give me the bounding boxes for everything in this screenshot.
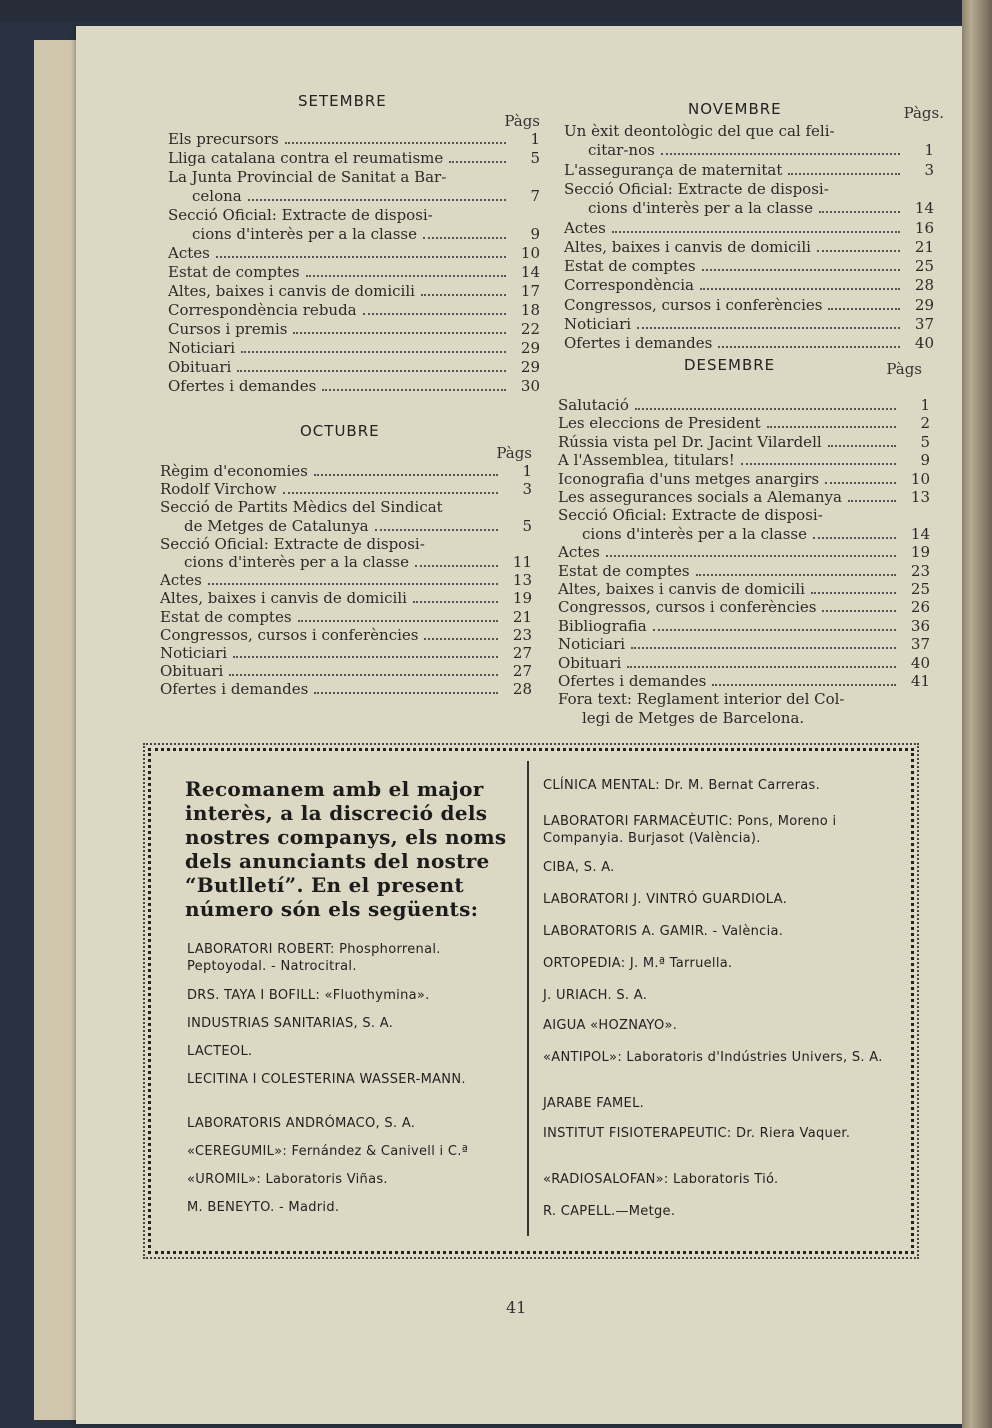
entry-title: L'assegurança de maternitat <box>564 160 783 179</box>
entry-page: 28 <box>914 276 934 295</box>
section-title: SETEMBRE <box>298 92 387 110</box>
index-entry <box>168 339 540 357</box>
entry-page: 27 <box>512 644 532 662</box>
entry-title: Règim d'economies <box>160 462 308 480</box>
index-entry <box>168 225 540 243</box>
leader-dots <box>423 237 506 239</box>
leader-dots <box>421 294 506 296</box>
leader-dots <box>817 250 900 252</box>
advertiser-item: LABORATORI FARMACÈUTIC: Pons, Moreno i Companyia. Burjasot (València). <box>543 814 837 846</box>
advertiser-item: DRS. TAYA I BOFILL: «Fluothymina». <box>187 988 430 1003</box>
index-entry <box>160 589 532 607</box>
entry-page: 1 <box>920 396 930 414</box>
entry-title: Ofertes i demandes <box>558 672 707 690</box>
index-entry <box>160 644 532 662</box>
leader-dots <box>825 482 896 484</box>
entry-title: Iconografia d'uns metges anargirs <box>558 469 820 488</box>
pags-label: Pàgs <box>496 444 532 462</box>
scan-background-top <box>0 0 992 22</box>
index-entry <box>168 377 540 395</box>
leader-dots <box>314 692 498 694</box>
entry-title: Estat de comptes <box>168 263 300 281</box>
advertiser-item: INDUSTRIAS SANITARIAS, S. A. <box>187 1016 394 1031</box>
leader-dots <box>298 620 498 622</box>
entry-title: Ofertes i demandes <box>564 334 713 353</box>
leader-dots <box>788 173 900 175</box>
index-entry <box>564 257 934 275</box>
entry-page: 19 <box>910 543 930 562</box>
column-divider <box>527 761 529 1236</box>
entry-page: 5 <box>530 149 540 167</box>
entry-title: Altes, baixes i canvis de domicili <box>160 589 407 608</box>
entry-title: Altes, baixes i canvis de domicili <box>564 237 811 256</box>
entry-title: Secció Oficial: Extracte de disposi- <box>564 179 829 198</box>
entry-title: Congressos, cursos i conferències <box>160 625 419 644</box>
pags-label: Pàgs <box>886 360 922 378</box>
entry-page: 9 <box>530 225 540 243</box>
advertisers-intro: Recomanem amb el major interès, a la discreció dels nostres companys, els noms dels anunciants del nostre “Butlletí”. En el present número són els següents: <box>185 777 507 921</box>
leader-dots <box>848 500 896 502</box>
entry-page: 30 <box>520 377 540 395</box>
entry-page: 41 <box>910 672 930 690</box>
entry-title: Cursos i premis <box>168 320 288 338</box>
entry-page: 1 <box>530 130 540 148</box>
leader-dots <box>813 537 896 539</box>
entry-page: 18 <box>520 301 540 319</box>
entry-title: Obituari <box>160 662 224 681</box>
index-entry <box>160 480 532 498</box>
entry-title: Fora text: Reglament interior del Col- <box>558 690 845 709</box>
entry-title: Actes <box>160 571 202 590</box>
entry-title: Les eleccions de President <box>558 414 761 433</box>
leader-dots <box>612 231 900 233</box>
entry-page: 3 <box>522 480 532 499</box>
leader-dots <box>449 161 506 163</box>
leader-dots <box>819 211 900 213</box>
entry-title: Lliga catalana contra el reumatisme <box>168 149 444 167</box>
advertiser-item: CLÍNICA MENTAL: Dr. M. Bernat Carreras. <box>543 778 821 793</box>
index-entry <box>558 672 930 690</box>
pags-label: Pàgs. <box>903 104 944 122</box>
leader-dots <box>635 408 896 410</box>
advertiser-item: LECITINA I COLESTERINA WASSER-MANN. <box>187 1072 466 1087</box>
entry-page: 40 <box>914 334 934 353</box>
entry-page: 29 <box>520 339 540 357</box>
index-entry <box>558 525 930 543</box>
entry-title: Actes <box>168 244 210 262</box>
entry-title-continued: citar-nos <box>588 141 655 160</box>
leader-dots <box>293 332 506 334</box>
page-number: 41 <box>506 1298 527 1317</box>
entry-title: Estat de comptes <box>160 607 292 626</box>
entry-page: 29 <box>520 358 540 376</box>
entry-title: Congressos, cursos i conferències <box>564 295 823 314</box>
index-entry <box>168 320 540 338</box>
entry-title: Salutació <box>558 396 629 414</box>
entry-title: Secció Oficial: Extracte de disposi- <box>160 534 425 553</box>
advertiser-item: JARABE FAMEL. <box>543 1096 645 1111</box>
entry-page: 5 <box>522 516 532 535</box>
entry-page: 11 <box>512 553 532 571</box>
entry-title: Correspondència rebuda <box>168 301 357 319</box>
index-entry <box>168 282 540 300</box>
entry-page: 10 <box>520 244 540 262</box>
section-title: NOVEMBRE <box>688 100 782 118</box>
entry-title: Obituari <box>168 358 232 376</box>
advertiser-item: LABORATORIS ANDRÓMACO, S. A. <box>187 1116 416 1131</box>
entry-title: Noticiari <box>168 339 236 357</box>
entry-page: 36 <box>910 616 930 635</box>
leader-dots <box>237 370 506 372</box>
leader-dots <box>700 288 900 290</box>
leader-dots <box>375 529 498 531</box>
index-entry <box>558 709 930 727</box>
leader-dots <box>424 638 498 640</box>
leader-dots <box>828 445 896 447</box>
index-entry <box>564 315 934 333</box>
entry-page: 28 <box>512 680 532 699</box>
entry-title-continued: celona <box>192 187 242 205</box>
entry-page: 14 <box>910 524 930 543</box>
entry-title: Rússia vista pel Dr. Jacint Vilardell <box>558 432 822 451</box>
entry-page: 9 <box>920 451 930 470</box>
leader-dots <box>767 426 896 428</box>
advertiser-item: M. BENEYTO. - Madrid. <box>187 1200 340 1215</box>
entry-title: Rodolf Virchow <box>160 480 277 499</box>
advertiser-item: INSTITUT FISIOTERAPEUTIC: Dr. Riera Vaquer. <box>543 1126 851 1141</box>
index-entry <box>168 358 540 376</box>
leader-dots <box>718 346 900 348</box>
entry-page: 40 <box>910 653 930 672</box>
index-entry <box>558 580 930 598</box>
advertiser-item: LABORATORIS A. GAMIR. - València. <box>543 924 784 939</box>
advertiser-item: LABORATORI ROBERT: Phosphorrenal. Peptoyodal. - Natrocitral. <box>187 942 441 974</box>
index-entry <box>564 199 934 217</box>
index-entry <box>564 219 934 237</box>
index-entry <box>168 149 540 167</box>
index-novembre <box>564 100 944 353</box>
advertiser-item: LABORATORI J. VINTRÓ GUARDIOLA. <box>543 892 788 907</box>
leader-dots <box>828 308 900 310</box>
leader-dots <box>653 629 896 631</box>
entry-page: 17 <box>520 282 540 300</box>
entry-page: 1 <box>522 462 532 480</box>
section-title: DESEMBRE <box>684 356 776 374</box>
entry-title: Correspondència <box>564 276 694 295</box>
leader-dots <box>229 674 498 676</box>
entry-title: Ofertes i demandes <box>168 377 317 395</box>
entry-title: Estat de comptes <box>558 561 690 580</box>
advertiser-item: CIBA, S. A. <box>543 860 615 875</box>
entry-title-continued: de Metges de Catalunya <box>184 516 369 535</box>
leader-dots <box>741 463 896 465</box>
leader-dots <box>314 474 498 476</box>
index-entry <box>160 571 532 589</box>
entry-page: 29 <box>914 295 934 314</box>
leader-dots <box>248 199 506 201</box>
advertiser-item: «CEREGUMIL»: Fernández & Canivell i C.ª <box>187 1144 469 1159</box>
index-entry <box>558 433 930 451</box>
index-desembre <box>558 356 930 727</box>
index-entry <box>168 263 540 281</box>
entry-page: 21 <box>914 237 934 256</box>
leader-dots <box>413 601 498 603</box>
entry-title: Altes, baixes i canvis de domicili <box>168 282 415 300</box>
leader-dots <box>696 574 896 576</box>
index-entry <box>558 562 930 580</box>
index-entry <box>564 276 934 294</box>
leader-dots <box>631 647 896 649</box>
index-entry <box>558 396 930 414</box>
index-entry <box>558 488 930 506</box>
index-octubre <box>160 422 532 712</box>
leader-dots <box>283 492 498 494</box>
index-entry <box>168 244 540 262</box>
entry-title-continued: cions d'interès per a la classe <box>588 199 814 218</box>
entry-page: 14 <box>520 263 540 281</box>
advertisers-box <box>148 748 914 1254</box>
advertiser-item: LACTEOL. <box>187 1044 253 1059</box>
entry-page: 37 <box>910 635 930 654</box>
index-entry <box>160 626 532 644</box>
index-entry <box>558 470 930 488</box>
leader-dots <box>637 327 900 329</box>
entry-title: Altes, baixes i canvis de domicili <box>558 580 805 598</box>
entry-title: Obituari <box>558 653 622 672</box>
entry-title: Actes <box>558 543 600 562</box>
leader-dots <box>306 275 506 277</box>
entry-title: Secció Oficial: Extracte de disposi- <box>558 506 823 525</box>
index-entry <box>564 238 934 256</box>
entry-title: Ofertes i demandes <box>160 680 309 699</box>
index-setembre <box>168 92 540 422</box>
entry-page: 13 <box>512 571 532 590</box>
index-entry <box>558 451 930 469</box>
advertiser-item: R. CAPELL.—Metge. <box>543 1204 676 1219</box>
index-entry <box>564 141 934 159</box>
leader-dots <box>606 555 896 557</box>
index-entry <box>564 296 934 314</box>
entry-title-continued: cions d'interès per a la classe <box>184 553 410 571</box>
index-entry <box>564 161 934 179</box>
leader-dots <box>241 351 506 353</box>
index-entry <box>168 301 540 319</box>
entry-page: 37 <box>914 315 934 333</box>
entry-page: 10 <box>910 469 930 488</box>
index-entry <box>558 414 930 432</box>
entry-page: 23 <box>512 625 532 644</box>
advertiser-item: «ANTIPOL»: Laboratoris d'Indústries Univers, S. A. <box>543 1050 883 1065</box>
leader-dots <box>415 565 498 567</box>
advertiser-item: «RADIOSALOFAN»: Laboratoris Tió. <box>543 1172 779 1187</box>
leader-dots <box>233 656 498 658</box>
entry-title: Actes <box>564 218 606 237</box>
entry-page: 16 <box>914 218 934 237</box>
index-entry <box>168 130 540 148</box>
index-entry <box>558 635 930 653</box>
leader-dots <box>285 142 506 144</box>
entry-page: 2 <box>920 414 930 433</box>
entry-page: 7 <box>530 187 540 205</box>
entry-page: 14 <box>914 199 934 218</box>
index-entry <box>558 654 930 672</box>
index-entry <box>160 553 532 571</box>
advertiser-item: ORTOPEDIA: J. M.ª Tarruella. <box>543 956 733 971</box>
index-entry <box>558 543 930 561</box>
entry-page: 22 <box>520 320 540 338</box>
index-entry <box>558 598 930 616</box>
entry-page: 23 <box>910 561 930 580</box>
pags-label: Pàgs <box>504 112 540 130</box>
entry-title-continued: cions d'interès per a la classe <box>192 225 418 243</box>
binding-spine <box>962 0 992 1428</box>
entry-page: 26 <box>910 598 930 617</box>
entry-page: 25 <box>914 257 934 276</box>
entry-page: 21 <box>512 607 532 626</box>
entry-title: Secció de Partits Mèdics del Sindicat <box>160 498 443 517</box>
advertiser-item: J. URIACH. S. A. <box>543 988 648 1003</box>
index-entry <box>558 617 930 635</box>
entry-page: 25 <box>910 580 930 598</box>
leader-dots <box>363 313 506 315</box>
leader-dots <box>811 592 896 594</box>
entry-page: 5 <box>920 432 930 451</box>
entry-page: 27 <box>512 662 532 681</box>
index-entry <box>160 517 532 535</box>
entry-title-continued: legi de Metges de Barcelona. <box>582 708 805 727</box>
entry-title: A l'Assemblea, titulars! <box>558 451 735 470</box>
entry-title: Noticiari <box>558 635 626 654</box>
entry-title: Bibliografia <box>558 616 647 635</box>
entry-title: La Junta Provincial de Sanitat a Bar- <box>168 168 447 186</box>
entry-title: Noticiari <box>160 644 228 662</box>
entry-title-continued: cions d'interès per a la classe <box>582 524 808 543</box>
leader-dots <box>627 666 896 668</box>
entry-page: 1 <box>924 141 934 160</box>
leader-dots <box>702 269 900 271</box>
index-entry <box>564 334 934 352</box>
entry-title: Estat de comptes <box>564 257 696 276</box>
entry-title: Els precursors <box>168 130 279 148</box>
section-title: OCTUBRE <box>300 422 380 440</box>
leader-dots <box>322 389 506 391</box>
document-page <box>76 26 962 1424</box>
entry-title: Noticiari <box>564 315 632 333</box>
index-entry <box>168 187 540 205</box>
index-entry <box>160 662 532 680</box>
leader-dots <box>822 610 896 612</box>
advertiser-item: «UROMIL»: Laboratoris Viñas. <box>187 1172 388 1187</box>
entry-title: Un èxit deontològic del que cal feli- <box>564 122 835 140</box>
leader-dots <box>216 256 506 258</box>
leader-dots <box>208 583 498 585</box>
index-entry <box>160 680 532 698</box>
leader-dots <box>661 153 900 155</box>
index-entry <box>160 608 532 626</box>
leader-dots <box>712 684 896 686</box>
advertiser-item: AIGUA «HOZNAYO». <box>543 1018 678 1033</box>
entry-title: Secció Oficial: Extracte de disposi- <box>168 206 433 224</box>
entry-page: 19 <box>512 589 532 608</box>
entry-page: 13 <box>910 488 930 506</box>
entry-page: 3 <box>924 160 934 179</box>
entry-title: Congressos, cursos i conferències <box>558 598 817 617</box>
entry-title: Les assegurances socials a Alemanya <box>558 488 842 506</box>
index-entry <box>160 462 532 480</box>
